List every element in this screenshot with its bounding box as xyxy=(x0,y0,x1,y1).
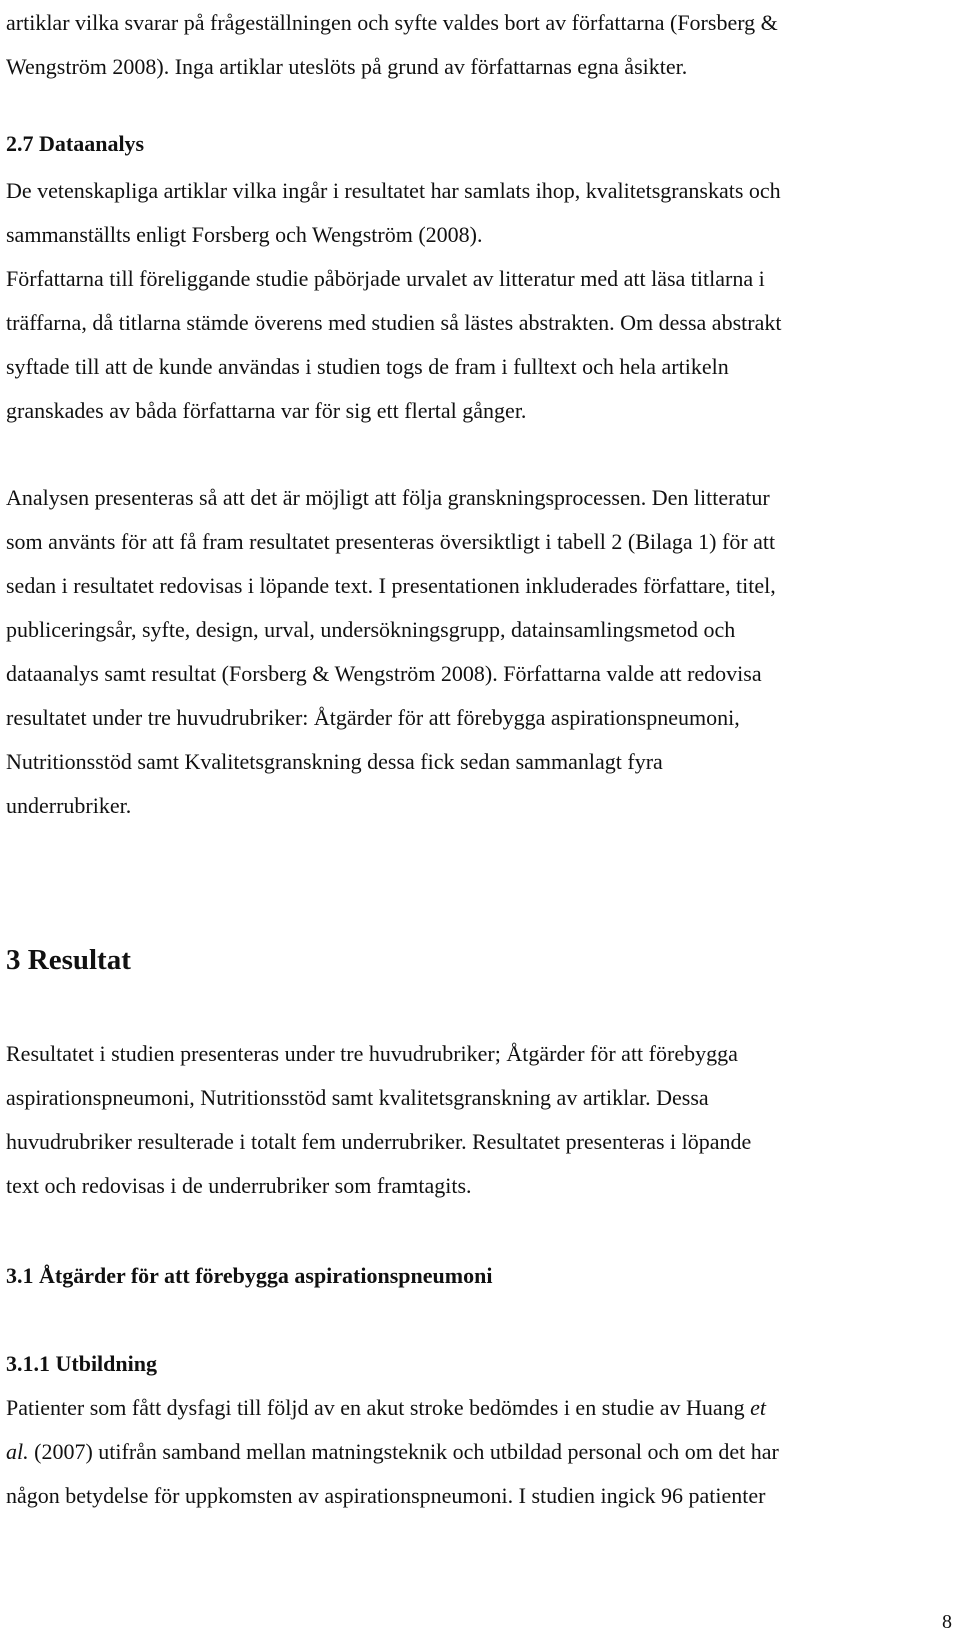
section-3-paragraph xyxy=(6,1032,956,1208)
text-line: Analysen presenteras så att det är möjligt att följa granskningsprocessen. Den litteratur xyxy=(6,485,770,510)
text-line xyxy=(6,1430,956,1474)
text-line: text och redovisas i de underrubriker som framtagits. xyxy=(6,1173,472,1198)
text-line: träffarna, då titlarna stämde överens med studien så lästes abstrakten. Om dessa abstrakt xyxy=(6,310,782,335)
text-line: syftade till att de kunde användas i studien togs de fram i fulltext och hela artikeln xyxy=(6,354,729,379)
text-line: granskades av båda författarna var för sig ett flertal gånger. xyxy=(6,398,527,423)
text-line: underrubriker. xyxy=(6,793,132,818)
section-heading-3-1-1: 3.1.1 Utbildning xyxy=(6,1351,157,1376)
section-heading-3: 3 Resultat xyxy=(6,944,131,976)
text-line: någon betydelse för uppkomsten av aspirationspneumoni. I studien ingick 96 patienter xyxy=(6,1483,766,1508)
text-line: aspirationspneumoni, Nutritionsstöd samt kvalitetsgranskning av artiklar. Dessa xyxy=(6,1085,709,1110)
section-3-1-1-paragraph xyxy=(6,1386,956,1518)
section-2-7-paragraph xyxy=(6,169,956,433)
text-line: huvudrubriker resulterade i totalt fem underrubriker. Resultatet presenteras i löpande xyxy=(6,1129,752,1154)
section-2-7-paragraph-2 xyxy=(6,476,956,828)
italic-text: et xyxy=(750,1395,767,1420)
page-number: 8 xyxy=(942,1611,952,1633)
text-line: De vetenskapliga artiklar vilka ingår i resultatet har samlats ihop, kvalitetsgranskats och xyxy=(6,178,781,203)
section-heading-2-7: 2.7 Dataanalys xyxy=(6,131,145,156)
text-run: (2007) utifrån samband mellan matningsteknik och utbildad personal och om det har xyxy=(34,1439,779,1464)
text-line: Nutritionsstöd samt Kvalitetsgranskning dessa fick sedan sammanlagt fyra xyxy=(6,749,663,774)
text-line: sedan i resultatet redovisas i löpande text. I presentationen inkluderades författare, titel, xyxy=(6,573,776,598)
text-line: publiceringsår, syfte, design, urval, undersökningsgrupp, datainsamlingsmetod och xyxy=(6,617,736,642)
text-line xyxy=(6,1386,956,1430)
section-heading-3-1: 3.1 Åtgärder för att förebygga aspirationspneumoni xyxy=(6,1263,493,1288)
text-line: Resultatet i studien presenteras under tre huvudrubriker; Åtgärder för att förebygga xyxy=(6,1041,738,1066)
text-run: Patienter som fått dysfagi till följd av en akut stroke bedömdes i en studie av Huang xyxy=(6,1395,745,1420)
top-paragraph xyxy=(6,1,956,89)
text-line: som använts för att få fram resultatet presenteras översiktligt i tabell 2 (Bilaga 1) för att xyxy=(6,529,776,554)
text-line: Wengström 2008). Inga artiklar uteslöts på grund av författarnas egna åsikter. xyxy=(6,54,688,79)
text-line: Författarna till föreliggande studie påbörjade urvalet av litteratur med att läsa titlarna i xyxy=(6,266,765,291)
text-line: artiklar vilka svarar på frågeställningen och syfte valdes bort av författarna (Forsberg & xyxy=(6,10,778,35)
text-line: resultatet under tre huvudrubriker: Åtgärder för att förebygga aspirationspneumoni, xyxy=(6,705,740,730)
text-line: dataanalys samt resultat (Forsberg & Wengström 2008). Författarna valde att redovisa xyxy=(6,661,762,686)
italic-text: al. xyxy=(6,1439,29,1464)
text-line: sammanställts enligt Forsberg och Wengström (2008). xyxy=(6,222,483,247)
